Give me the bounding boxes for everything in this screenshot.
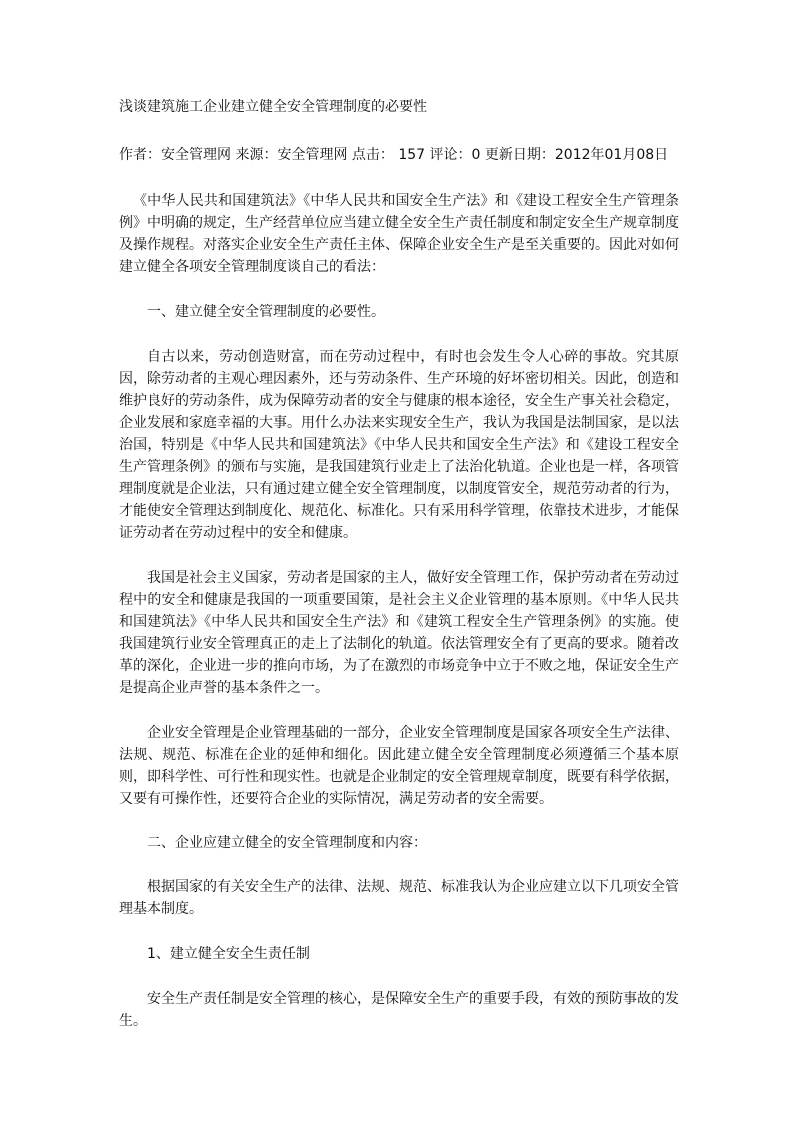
paragraph-2: 我国是社会主义国家，劳动者是国家的主人，做好安全管理工作，保护劳动者在劳动过程中的安全和健康是我国的一项重要国策，是社会主义企业管理的基本原则。《中华人民共和国建筑法》《中华人民共和国安全生产法》和《建筑工程安全生产管理条例》的实施。使我国建筑行业安全管理真正的走上了法制化的轨道。依法管理安全有了更高的要求。随着改革的深化，企业进一步的推向市场，为了在激烈的市场竞争中立于不败之地，保证安全生产是提高企业声誉的基本条件之一。	[119, 570, 679, 696]
document-body	[119, 96, 679, 1032]
paragraph-3: 企业安全管理是企业管理基础的一部分，企业安全管理制度是国家各项安全生产法律、法规、规范、标准在企业的延伸和细化。因此建立健全安全管理制度必须遵循三个基本原则，即科学性、可行性和现实性。也就是企业制定的安全管理规章制度，既要有科学依据，又要有可操作性，还要符合企业的实际情况，满足劳动者的安全需要。	[119, 725, 679, 807]
paragraph-5: 安全生产责任制是安全管理的核心，是保障安全生产的重要手段，有效的预防事故的发生。	[119, 991, 679, 1029]
article-meta: 作者：安全管理网 来源：安全管理网 点击： 157 评论：0 更新日期：2012年01月08日	[119, 147, 669, 163]
paragraph-4: 根据国家的有关安全生产的法律、法规、规范、标准我认为企业应建立以下几项安全管理基本制度。	[119, 879, 679, 917]
subsection1-heading: 1、建立健全安全生责任制	[147, 946, 310, 962]
document-title: 浅谈建筑施工企业建立健全安全管理制度的必要性	[119, 99, 427, 115]
paragraph-1: 自古以来，劳动创造财富，而在劳动过程中，有时也会发生令人心碎的事故。究其原因，除劳动者的主观心理因素外，还与劳动条件、生产环境的好坏密切相关。因此，创造和维护良好的劳动条件，成为保障劳动者的安全与健康的根本途径，安全生产事关社会稳定，企业发展和家庭幸福的大事。用什么办法来实现安全生产，我认为我国是法制国家，是以法治国，特别是《中华人民共和国建筑法》《中华人民共和国安全生产法》和《建设工程安全生产管理条例》的颁布与实施，是我国建筑行业走上了法治化轨道。企业也是一样，各项管理制度就是企业法，只有通过建立健全安全管理制度，以制度管安全，规范劳动者的行为，才能使安全管理达到制度化、规范化、标准化。只有采用科学管理，依靠技术进步，才能保证劳动者在劳动过程中的安全和健康。	[119, 349, 679, 541]
section1-heading: 一、建立健全安全管理制度的必要性。	[147, 304, 385, 320]
intro-paragraph: 《中华人民共和国建筑法》《中华人民共和国安全生产法》和《建设工程安全生产管理条例》中明确的规定，生产经营单位应当建立健全安全生产责任制度和制定安全生产规章制度及操作规程。对落实企业安全生产责任主体、保障企业安全生产是至关重要的。因此对如何建立健全各项安全管理制度谈自己的看法：	[119, 193, 679, 275]
section2-heading: 二、企业应建立健全的安全管理制度和内容：	[147, 835, 427, 851]
